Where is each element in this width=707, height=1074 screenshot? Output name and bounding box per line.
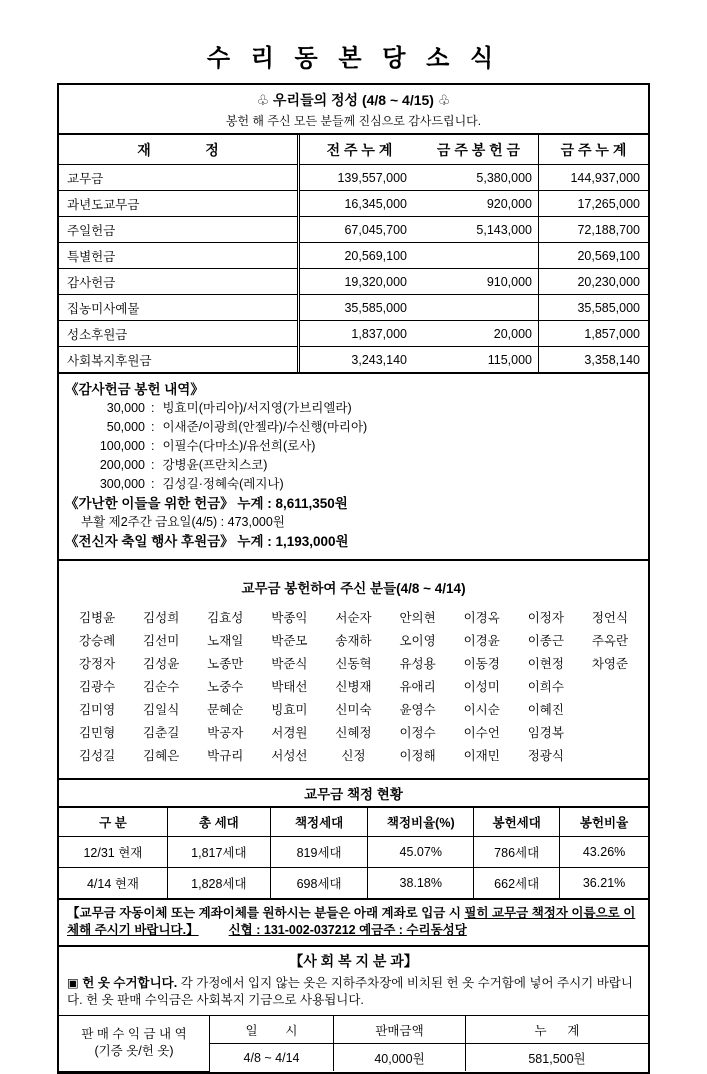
donor-name: 박태선 (271, 680, 308, 694)
offerings-header-row (59, 135, 648, 165)
col-header-week-total: 금 주 누 계 (539, 135, 649, 165)
cell: 36.21% (560, 868, 648, 899)
account-info: 신협 : 131-002-037212 예금주 : 수리동성당 (228, 923, 467, 937)
cell: 45.07% (368, 837, 474, 868)
donor-name: 박준모 (271, 634, 308, 648)
thanksgiving-entry (65, 437, 640, 456)
page-title: 수 리 동 본 당 소 식 (206, 45, 501, 72)
square-bullet-icon: ▣ (67, 976, 79, 990)
donor-name: 김병윤 (78, 611, 116, 625)
row-prev: 3,243,140 (351, 352, 407, 367)
offerings-section (59, 85, 648, 372)
cell: 38.18% (368, 868, 474, 899)
sales-cumulative: 581,500원 (466, 1044, 649, 1072)
donor-name: 이정자 (527, 611, 564, 625)
donor-name: 신동혁 (335, 657, 372, 671)
offerings-table (59, 135, 648, 372)
row-label: 성소후원금 (59, 321, 299, 347)
table-row (59, 868, 648, 899)
bulletin-content (57, 83, 650, 1074)
cell: 698세대 (270, 868, 367, 899)
entry-amount: 100,000 (99, 439, 145, 453)
cell: 1,817세대 (167, 837, 270, 868)
sales-date: 4/8 ~ 4/14 (210, 1044, 334, 1072)
cell: 1,828세대 (167, 868, 270, 899)
donor-name: 송재하 (335, 634, 372, 648)
row-total: 1,857,000 (539, 321, 649, 347)
poor-fund-heading: 《가난한 이들을 위한 헌금》 누계 : 8,611,350원 (65, 496, 348, 511)
col-header: 책정비율(%) (368, 808, 474, 837)
row-total: 20,230,000 (539, 269, 649, 295)
col-header: 책정세대 (270, 808, 367, 837)
col-header-week-amount: 금 주 봉 헌 금 (419, 135, 539, 165)
welfare-section-title: 【사 회 복 지 분 과】 (289, 953, 418, 969)
col-header: 봉헌비율 (560, 808, 648, 837)
table-row (59, 217, 648, 243)
cell: 12/31 현재 (59, 837, 167, 868)
donor-name: 김선미 (143, 634, 180, 648)
thanksgiving-entry (65, 475, 640, 494)
entry-names: 이새준/이광희(안젤라)/수신행(마리아) (162, 420, 368, 434)
donors-section (59, 559, 648, 778)
poor-fund-detail: 부활 제2주간 금요일(4/5) : 473,000원 (81, 515, 285, 529)
entry-names: 강병윤(프란치스코) (162, 458, 268, 472)
assessment-table (59, 808, 648, 898)
welfare-section (59, 945, 648, 1072)
row-week: 5,380,000 (419, 165, 539, 191)
donor-name: 강승례 (78, 634, 116, 648)
donor-name: 박종익 (271, 611, 308, 625)
donor-name: 노종만 (207, 657, 244, 671)
table-row (59, 321, 648, 347)
row-label: 특별헌금 (59, 243, 299, 269)
cell: 786세대 (474, 837, 560, 868)
notice-text-underlined: 필히 교무금 책정자 이름으로 이체해 주시기 바랍니다.】 (67, 906, 636, 937)
donor-name: 이재민 (463, 749, 500, 763)
row-total: 72,188,700 (539, 217, 649, 243)
donor-name: 강정자 (78, 657, 116, 671)
donor-name: 서성선 (271, 749, 308, 763)
donor-name: 박공자 (207, 726, 244, 740)
col-header-sales-amount: 판매금액 (334, 1016, 466, 1044)
sales-row-header (59, 1016, 210, 1072)
donor-name: 윤영수 (399, 703, 436, 717)
donor-name: 정광식 (527, 749, 564, 763)
donor-name: 이희수 (527, 680, 564, 694)
thanksgiving-section (59, 372, 648, 559)
row-prev: 20,569,100 (299, 243, 420, 269)
col-header: 봉헌세대 (474, 808, 560, 837)
row-prev: 139,557,000 (299, 165, 420, 191)
donor-name: 신병재 (335, 680, 372, 694)
row-total: 3,358,140 (584, 352, 640, 367)
col-header: 총 세대 (167, 808, 270, 837)
entry-separator: : (151, 458, 155, 472)
table-row (59, 295, 648, 321)
row-total: 20,569,100 (539, 243, 649, 269)
row-prev: 16,345,000 (299, 191, 420, 217)
donor-name: 김민형 (78, 726, 116, 740)
row-prev: 19,320,000 (299, 269, 420, 295)
row-total: 144,937,000 (539, 165, 649, 191)
row-label: 과년도교무금 (59, 191, 299, 217)
table-row (59, 837, 648, 868)
entry-names: 김성길·정혜숙(레지나) (162, 477, 284, 491)
welfare-notice-body: 각 가정에서 입지 않는 옷은 지하주차장에 비치된 헌 옷 수거함에 넣어 주시기 바랍니다. 헌 옷 판매 수익금은 사회복지 기금으로 사용됩니다. (67, 976, 633, 1007)
feast-fund-heading: 《전신자 축일 행사 후원금》 누계 : 1,193,000원 (65, 534, 349, 549)
entry-names: 이필수(다마소)/유선희(로사) (162, 439, 316, 453)
entry-amount: 50,000 (106, 420, 145, 434)
cell: 4/14 현재 (59, 868, 167, 899)
entry-separator: : (151, 420, 155, 434)
donor-name: 이수언 (463, 726, 500, 740)
row-week (419, 295, 539, 321)
donors-grid (65, 607, 642, 768)
col-header-category: 재 정 (59, 135, 299, 165)
donor-name: 김미영 (78, 703, 116, 717)
row-week: 20,000 (419, 321, 539, 347)
row-week: 115,000 (419, 347, 539, 373)
assessment-title: 교무금 책정 현황 (59, 780, 648, 808)
donors-heading: 교무금 봉헌하여 주신 분들(4/8 ~ 4/14) (241, 581, 466, 596)
donor-name: 김순수 (143, 680, 180, 694)
row-prev: 35,585,000 (299, 295, 420, 321)
donor-name: 문혜순 (207, 703, 244, 717)
donor-name: 정언식 (591, 611, 629, 625)
row-label: 교무금 (59, 165, 299, 191)
notice-text: 【교무금 자동이체 또는 계좌이체를 원하시는 분들은 아래 계좌로 입금 시 (67, 906, 465, 920)
row-prev: 1,837,000 (299, 321, 420, 347)
entry-separator: : (151, 477, 155, 491)
row-prev: 67,045,700 (299, 217, 420, 243)
row-total: 17,265,000 (539, 191, 649, 217)
donor-name (578, 745, 642, 768)
donor-name: 서순자 (335, 611, 372, 625)
transfer-notice-section (59, 898, 648, 945)
donor-name: 이경옥 (463, 611, 500, 625)
offerings-banner-subtitle: 봉헌 해 주신 모든 분들께 진심으로 감사드립니다. (225, 114, 482, 128)
donor-name: 신미숙 (335, 703, 372, 717)
sales-row-header-line1: 판 매 수 익 금 내 역 (81, 1027, 187, 1042)
welfare-notice-lead: 헌 옷 수거합니다. (78, 976, 178, 990)
table-row (59, 347, 648, 373)
entry-names: 빙효미(마리아)/서지영(가브리엘라) (162, 401, 352, 415)
entry-amount: 200,000 (99, 458, 145, 472)
col-header-date: 일 시 (210, 1016, 334, 1044)
donor-name: 차영준 (591, 657, 629, 671)
offerings-banner-title: ♧ 우리들의 정성 (4/8 ~ 4/15) ♧ (256, 92, 451, 108)
donor-name: 박준식 (271, 657, 308, 671)
donor-name: 이시순 (463, 703, 500, 717)
donor-name: 김광수 (78, 680, 116, 694)
donor-name (578, 676, 642, 699)
row-label: 집농미사예물 (59, 295, 299, 321)
sales-row-header-line2: (기증 옷/헌 옷) (94, 1044, 174, 1059)
cell: 819세대 (270, 837, 367, 868)
donor-name: 빙효미 (271, 703, 308, 717)
donor-name: 이현정 (527, 657, 564, 671)
donor-name: 유애리 (399, 680, 436, 694)
donor-name: 이동경 (463, 657, 500, 671)
row-total: 35,585,000 (539, 295, 649, 321)
col-header-cumulative: 누 계 (466, 1016, 649, 1044)
donor-name: 이정수 (399, 726, 436, 740)
row-week: 5,143,000 (419, 217, 539, 243)
cell: 43.26% (560, 837, 648, 868)
donor-name: 이성미 (463, 680, 500, 694)
donor-name: 임경복 (527, 726, 564, 740)
donor-name: 김성윤 (143, 657, 180, 671)
donor-name: 김혜은 (143, 749, 180, 763)
donor-name: 김춘길 (143, 726, 180, 740)
row-week: 920,000 (419, 191, 539, 217)
entry-amount: 300,000 (99, 477, 145, 491)
sales-header-row (59, 1016, 648, 1044)
donor-name: 안의현 (399, 611, 436, 625)
donor-name: 오이영 (399, 634, 436, 648)
assessment-section (59, 778, 648, 898)
entry-separator: : (151, 401, 155, 415)
thanksgiving-entry (65, 418, 640, 437)
table-row (59, 243, 648, 269)
thanksgiving-entry (65, 456, 640, 475)
cell: 662세대 (474, 868, 560, 899)
row-label: 주일헌금 (59, 217, 299, 243)
donor-name: 김성길 (78, 749, 116, 763)
sales-amount: 40,000원 (334, 1044, 466, 1072)
donor-name (578, 699, 642, 722)
sales-table (59, 1015, 648, 1072)
donor-name: 주옥란 (591, 634, 629, 648)
donor-name: 이경윤 (463, 634, 500, 648)
donor-name (578, 722, 642, 745)
donor-name: 박규리 (207, 749, 244, 763)
thanksgiving-entry (65, 399, 640, 418)
offerings-banner (59, 85, 648, 135)
donor-name: 이종근 (527, 634, 564, 648)
col-header: 구 분 (59, 808, 167, 837)
row-label: 감사헌금 (59, 269, 299, 295)
donor-name: 서경원 (271, 726, 308, 740)
entry-amount: 30,000 (106, 401, 145, 415)
donor-name: 김일식 (143, 703, 180, 717)
row-week: 910,000 (419, 269, 539, 295)
donor-name: 이혜진 (527, 703, 564, 717)
col-header-prev-total: 전 주 누 계 (299, 135, 420, 165)
row-label: 사회복지후원금 (59, 347, 299, 373)
donor-name: 노재일 (207, 634, 244, 648)
row-week (419, 243, 539, 269)
donor-name: 신혜정 (335, 726, 372, 740)
donor-name: 김효성 (207, 611, 244, 625)
donor-name: 신정 (341, 749, 366, 763)
entry-separator: : (151, 439, 155, 453)
table-row (59, 165, 648, 191)
table-row (59, 191, 648, 217)
donor-name: 노중수 (207, 680, 244, 694)
table-row (59, 269, 648, 295)
donor-name: 유성용 (399, 657, 436, 671)
donor-name: 김성희 (143, 611, 180, 625)
donor-name: 이정해 (399, 749, 436, 763)
thanksgiving-heading: 《감사헌금 봉헌 내역》 (65, 382, 204, 397)
welfare-notice (67, 975, 640, 1009)
assessment-header-row (59, 808, 648, 837)
